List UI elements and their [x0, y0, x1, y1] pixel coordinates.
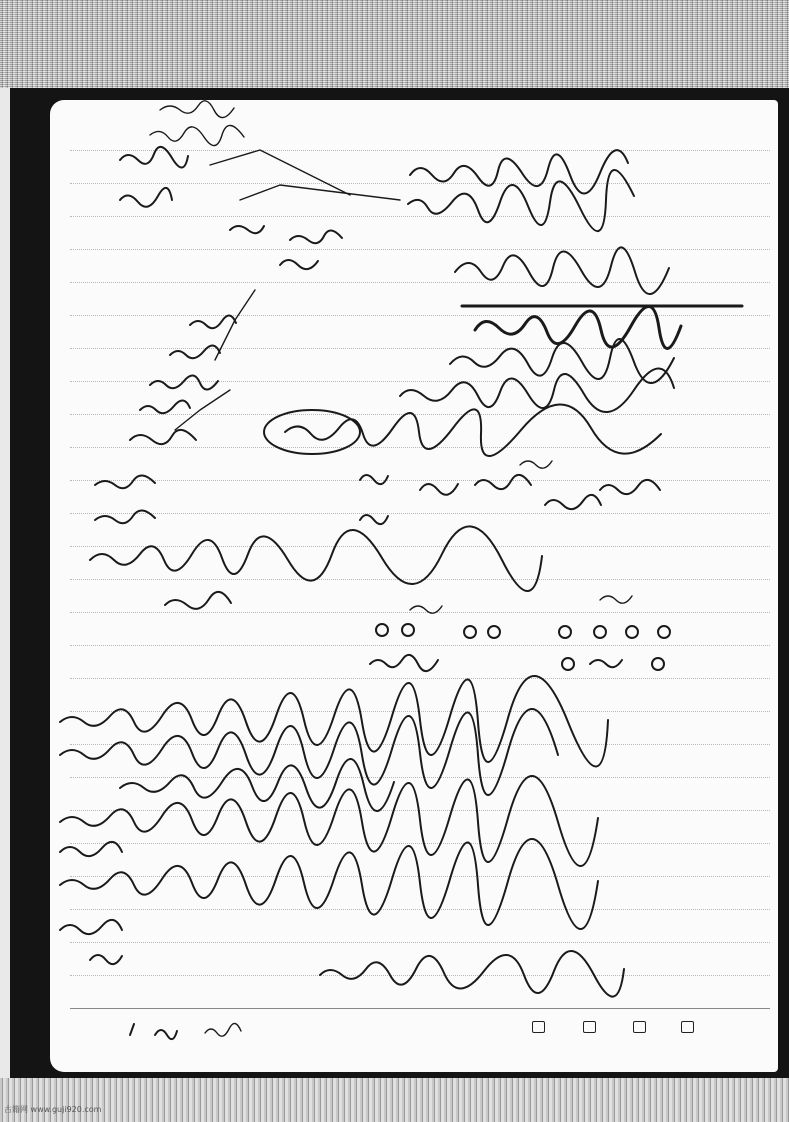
handwritten-line — [60, 920, 122, 934]
handwritten-line — [590, 660, 622, 667]
circle-mark — [658, 626, 670, 638]
handwritten-line — [475, 475, 531, 489]
handwritten-line — [120, 759, 394, 811]
date-box — [681, 1021, 694, 1033]
handwritten-line — [155, 1030, 177, 1039]
handwritten-line — [120, 147, 188, 168]
circle-mark — [464, 626, 476, 638]
handwritten-line — [455, 247, 669, 294]
branch-arrow — [210, 150, 350, 195]
handwritten-line — [450, 339, 674, 383]
handwritten-line — [320, 951, 624, 997]
handwritten-line — [95, 475, 155, 488]
handwritten-line — [170, 345, 220, 358]
handwritten-line — [360, 515, 388, 524]
date-box — [532, 1021, 545, 1033]
watermark-text: 古籍网 www.guji920.com — [4, 1105, 102, 1114]
handwritten-line — [420, 484, 458, 495]
handwritten-line — [410, 150, 628, 193]
circle-mark — [652, 658, 664, 670]
circle-mark — [402, 624, 414, 636]
handwritten-line — [520, 461, 552, 468]
handwritten-line — [160, 101, 234, 118]
handwritten-line — [475, 306, 681, 348]
handwritten-line — [205, 1023, 241, 1036]
handwritten-line — [90, 955, 122, 964]
handwritten-line — [60, 839, 598, 929]
circle-mark — [594, 626, 606, 638]
handwritten-line — [600, 480, 660, 494]
handwritten-line — [290, 230, 342, 243]
handwritten-line — [230, 226, 264, 233]
circled-word — [264, 410, 360, 454]
handwritten-line — [95, 510, 155, 523]
handwritten-line — [370, 655, 438, 671]
handwritten-line — [120, 188, 172, 207]
handwritten-line — [280, 260, 318, 269]
handwritten-line — [130, 430, 196, 444]
handwritten-line — [140, 400, 190, 413]
branch-line — [215, 290, 255, 360]
circle-mark — [488, 626, 500, 638]
handwritten-line — [410, 606, 442, 613]
tick-mark — [130, 1024, 134, 1035]
handwritten-line — [60, 842, 122, 856]
handwritten-line — [60, 676, 608, 767]
handwritten-line — [600, 596, 632, 603]
handwritten-line — [360, 475, 388, 484]
handwritten-line — [90, 526, 542, 591]
handwritten-line — [150, 125, 244, 145]
circle-mark — [562, 658, 574, 670]
branch-arrow — [240, 185, 400, 200]
scan-bottom-edge — [0, 1078, 789, 1122]
circle-mark — [559, 626, 571, 638]
date-box — [633, 1021, 646, 1033]
handwritten-line — [165, 592, 231, 609]
circle-mark — [626, 626, 638, 638]
date-box — [583, 1021, 596, 1033]
branch-line — [175, 390, 230, 430]
handwritten-line — [190, 315, 236, 328]
handwritten-line — [545, 495, 601, 509]
handwritten-line — [408, 170, 634, 231]
circle-mark — [376, 624, 388, 636]
handwritten-line — [150, 375, 218, 389]
